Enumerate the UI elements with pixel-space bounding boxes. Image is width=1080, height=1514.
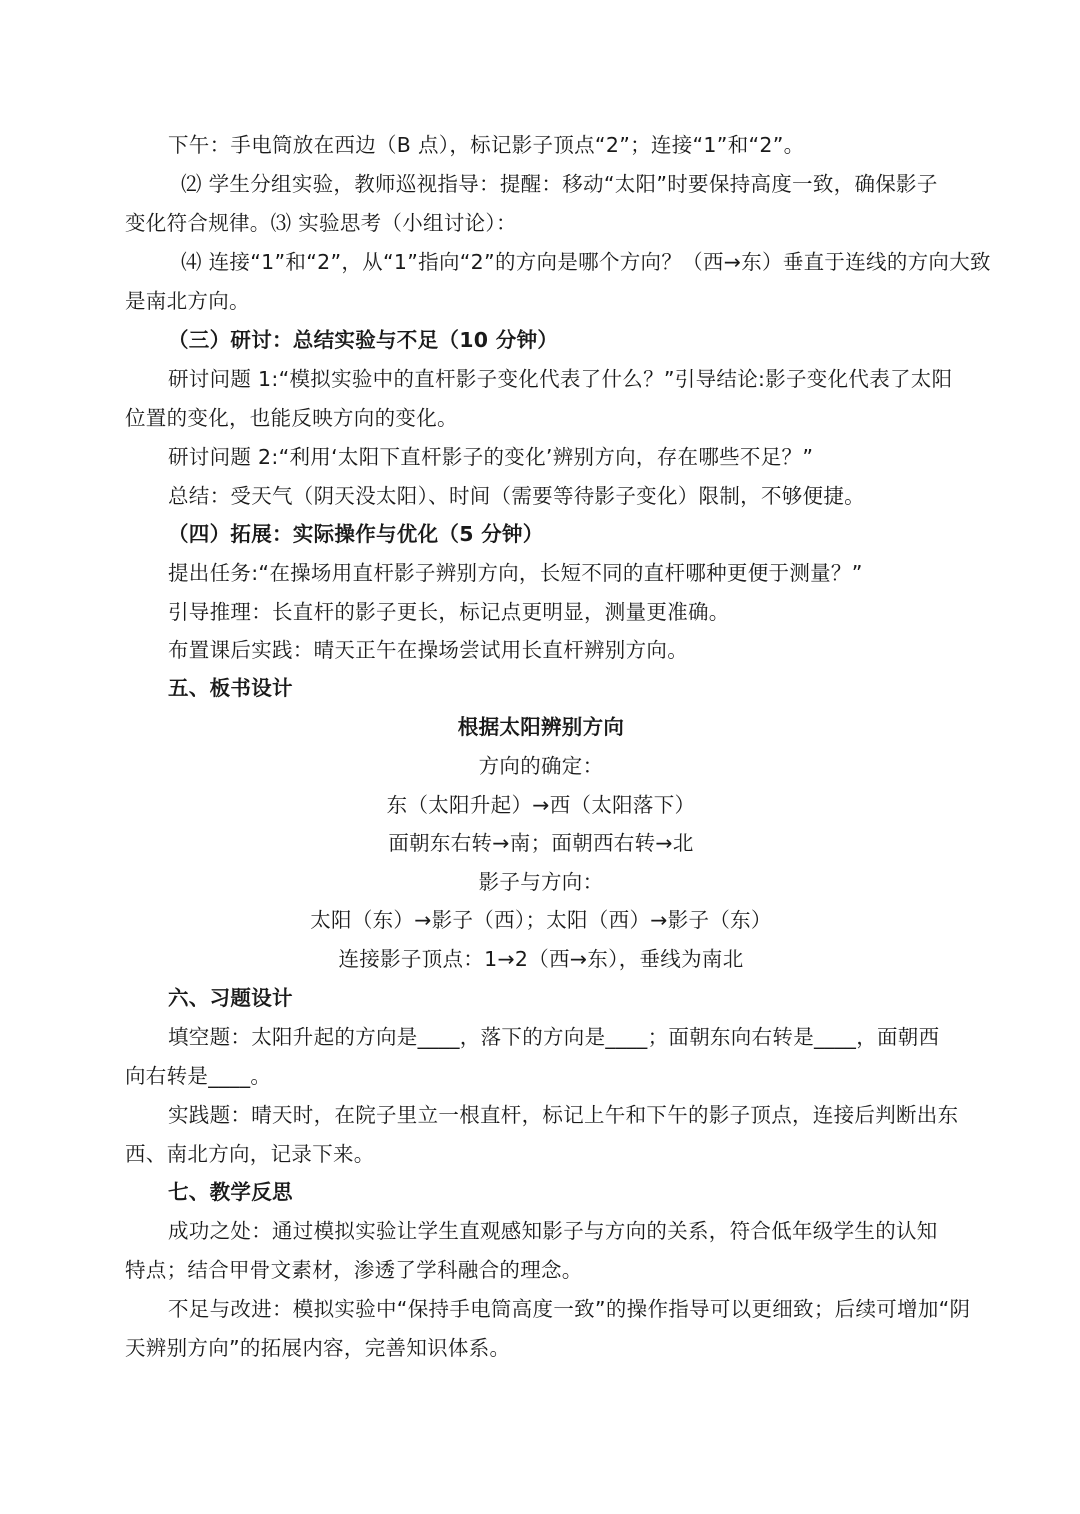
exercise-practice-cont: 西、南北方向，记录下来。 bbox=[125, 1142, 375, 1166]
afternoon-step: 下午：手电筒放在西边（B 点），标记影子顶点“2”；连接“1”和“2”。 bbox=[168, 133, 805, 157]
exercise-fill-blank: 填空题：太阳升起的方向是____，落下的方向是____；面朝东向右转是____，面朝西 bbox=[168, 1025, 940, 1049]
discussion-q1-cont: 位置的变化，也能反映方向的变化。 bbox=[125, 406, 458, 430]
board-line-turn: 面朝东右转→南；面朝西右转→北 bbox=[388, 831, 694, 855]
reflection-heading: 七、教学反思 bbox=[168, 1180, 293, 1204]
board-line-connect: 连接影子顶点：1→2（西→东），垂线为南北 bbox=[338, 947, 744, 971]
section3-heading: （三）研讨：总结实验与不足（10 分钟） bbox=[168, 328, 559, 352]
reflection-success: 成功之处：通过模拟实验让学生直观感知影子与方向的关系，符合低年级学生的认知 bbox=[168, 1219, 938, 1243]
reflection-improve: 不足与改进：模拟实验中“保持手电筒高度一致”的操作指导可以更细致；后续可增加“阴 bbox=[168, 1297, 971, 1321]
discussion-summary: 总结：受天气（阴天没太阳）、时间（需要等待影子变化）限制，不够便捷。 bbox=[168, 484, 865, 508]
reflection-success-cont: 特点；结合甲骨文素材，渗透了学科融合的理念。 bbox=[125, 1258, 583, 1282]
step4-text: ⑷ 连接“1”和“2”，从“1”指向“2”的方向是哪个方向？（西→东）垂直于连线的方向大致 bbox=[181, 250, 991, 274]
step2-text-cont: 变化符合规律。⑶ 实验思考（小组讨论）： bbox=[125, 211, 517, 235]
exercises-heading: 六、习题设计 bbox=[168, 986, 293, 1010]
discussion-q1: 研讨问题 1:“模拟实验中的直杆影子变化代表了什么？”引导结论:影子变化代表了太阳 bbox=[168, 367, 953, 391]
reflection-improve-cont: 天辨别方向”的拓展内容，完善知识体系。 bbox=[125, 1336, 511, 1360]
board-line-shadow: 太阳（东）→影子（西）；太阳（西）→影子（东） bbox=[310, 908, 772, 932]
board-line-east-west: 东（太阳升起）→西（太阳落下） bbox=[386, 793, 696, 817]
exercise-fill-blank-cont: 向右转是____。 bbox=[125, 1064, 272, 1088]
board-subtitle-shadow: 影子与方向： bbox=[478, 870, 604, 894]
section4-heading: （四）拓展：实际操作与优化（5 分钟） bbox=[168, 522, 544, 546]
exercise-practice: 实践题：晴天时，在院子里立一根直杆，标记上午和下午的影子顶点，连接后判断出东 bbox=[168, 1103, 959, 1127]
extension-reasoning: 引导推理：长直杆的影子更长，标记点更明显，测量更准确。 bbox=[168, 600, 730, 624]
step2-text: ⑵ 学生分组实验，教师巡视指导：提醒：移动“太阳”时要保持高度一致，确保影子 bbox=[181, 172, 938, 196]
board-heading: 五、板书设计 bbox=[168, 676, 293, 700]
step4-text-cont: 是南北方向。 bbox=[125, 289, 250, 313]
board-subtitle-direction: 方向的确定： bbox=[478, 754, 604, 778]
extension-task: 提出任务:“在操场用直杆影子辨别方向，长短不同的直杆哪种更便于测量？” bbox=[168, 561, 863, 585]
discussion-q2: 研讨问题 2:“利用‘太阳下直杆影子的变化’辨别方向，存在哪些不足？” bbox=[168, 445, 814, 469]
board-title: 根据太阳辨别方向 bbox=[457, 715, 625, 739]
extension-homework: 布置课后实践：晴天正午在操场尝试用长直杆辨别方向。 bbox=[168, 638, 688, 662]
